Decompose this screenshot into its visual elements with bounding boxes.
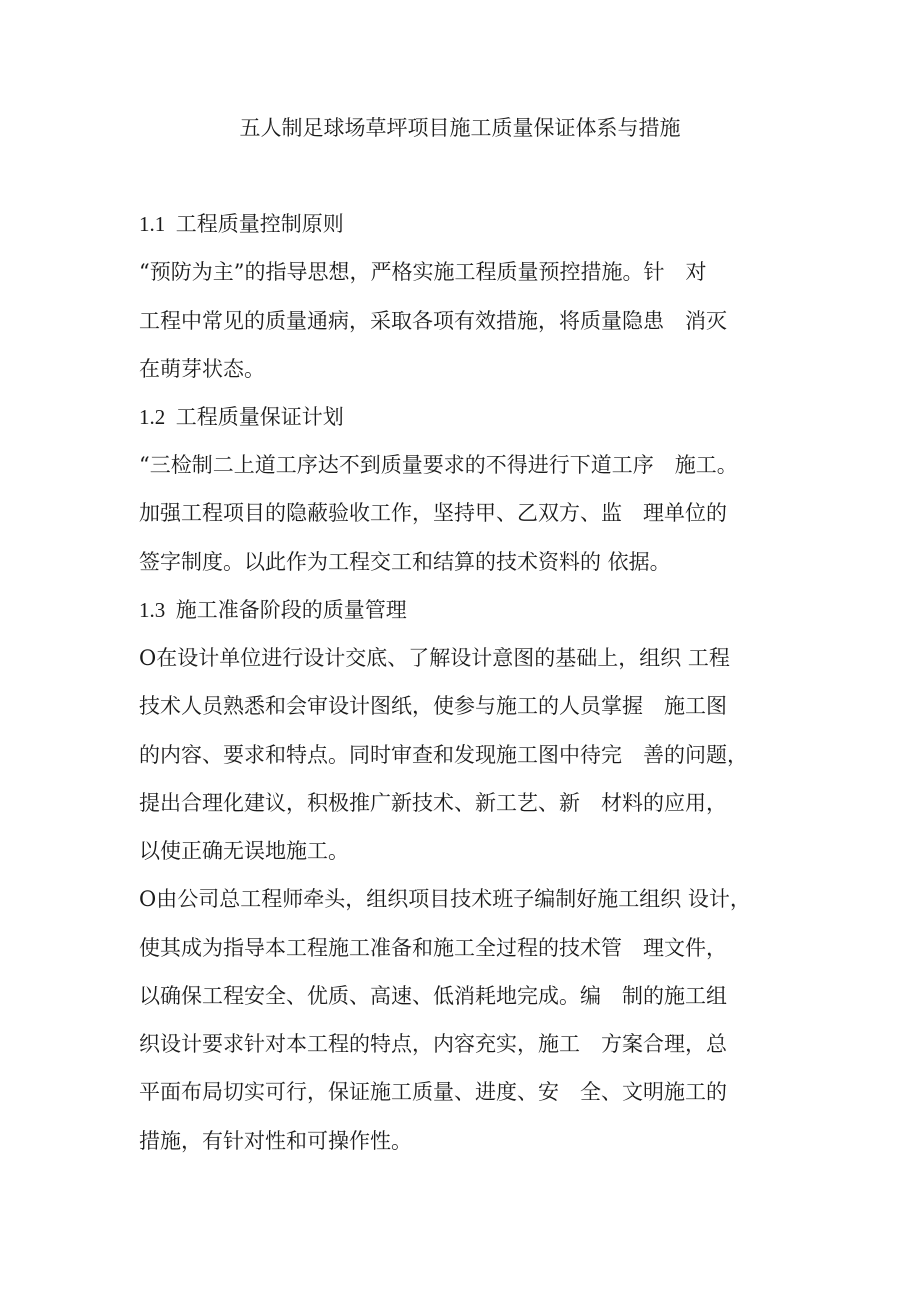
paragraph-line: O由公司总工程师牵头，组织项目技术班子编制好施工组织 设计， [139,887,751,911]
paragraph-line: 提出合理化建议，积极推广新技术、新工艺、新 材料的应用， [139,791,727,815]
paragraph-line: 签字制度。以此作为工程交工和结算的技术资料的 依据。 [139,550,671,574]
document-title: 五人制足球场草坪项目施工质量保证体系与措施 [239,116,681,140]
paragraph-line: 的内容、要求和特点。同时审查和发现施工图中待完 善的问题， [139,743,748,767]
paragraph-line: “预防为主”的指导思想，严格实施工程质量预控措施。针 对 [139,260,707,284]
section-heading-1-1: 1.1 工程质量控制原则 [139,212,344,236]
paragraph-line: “三检制二上道工序达不到质量要求的不得进行下道工序 施工。 [139,453,738,477]
paragraph-line: 以确保工程安全、优质、高速、低消耗地完成。编 制的施工组 [139,984,727,1008]
paragraph-line: 加强工程项目的隐蔽验收工作，坚持甲、乙双方、监 理单位的 [139,501,727,525]
paragraph-line: 使其成为指导本工程施工准备和施工全过程的技术管 理文件， [139,936,727,960]
section-heading-1-3: 1.3 施工准备阶段的质量管理 [139,598,407,622]
paragraph-line: 在萌芽状态。 [139,357,265,381]
paragraph-line: 措施，有针对性和可操作性。 [139,1129,412,1153]
paragraph-line: 平面布局切实可行，保证施工质量、进度、安 全、文明施工的 [139,1080,727,1104]
section-heading-1-2: 1.2 工程质量保证计划 [139,405,344,429]
paragraph-line: 以使正确无误地施工。 [139,839,349,863]
paragraph-line: 技术人员熟悉和会审设计图纸，使参与施工的人员掌握 施工图 [139,694,727,718]
paragraph-line: 工程中常见的质量通病，采取各项有效措施，将质量隐患 消灭 [139,309,727,333]
paragraph-line: 织设计要求针对本工程的特点，内容充实，施工 方案合理，总 [139,1032,727,1056]
paragraph-line: O在设计单位进行设计交底、了解设计意图的基础上，组织 工程 [139,646,730,670]
